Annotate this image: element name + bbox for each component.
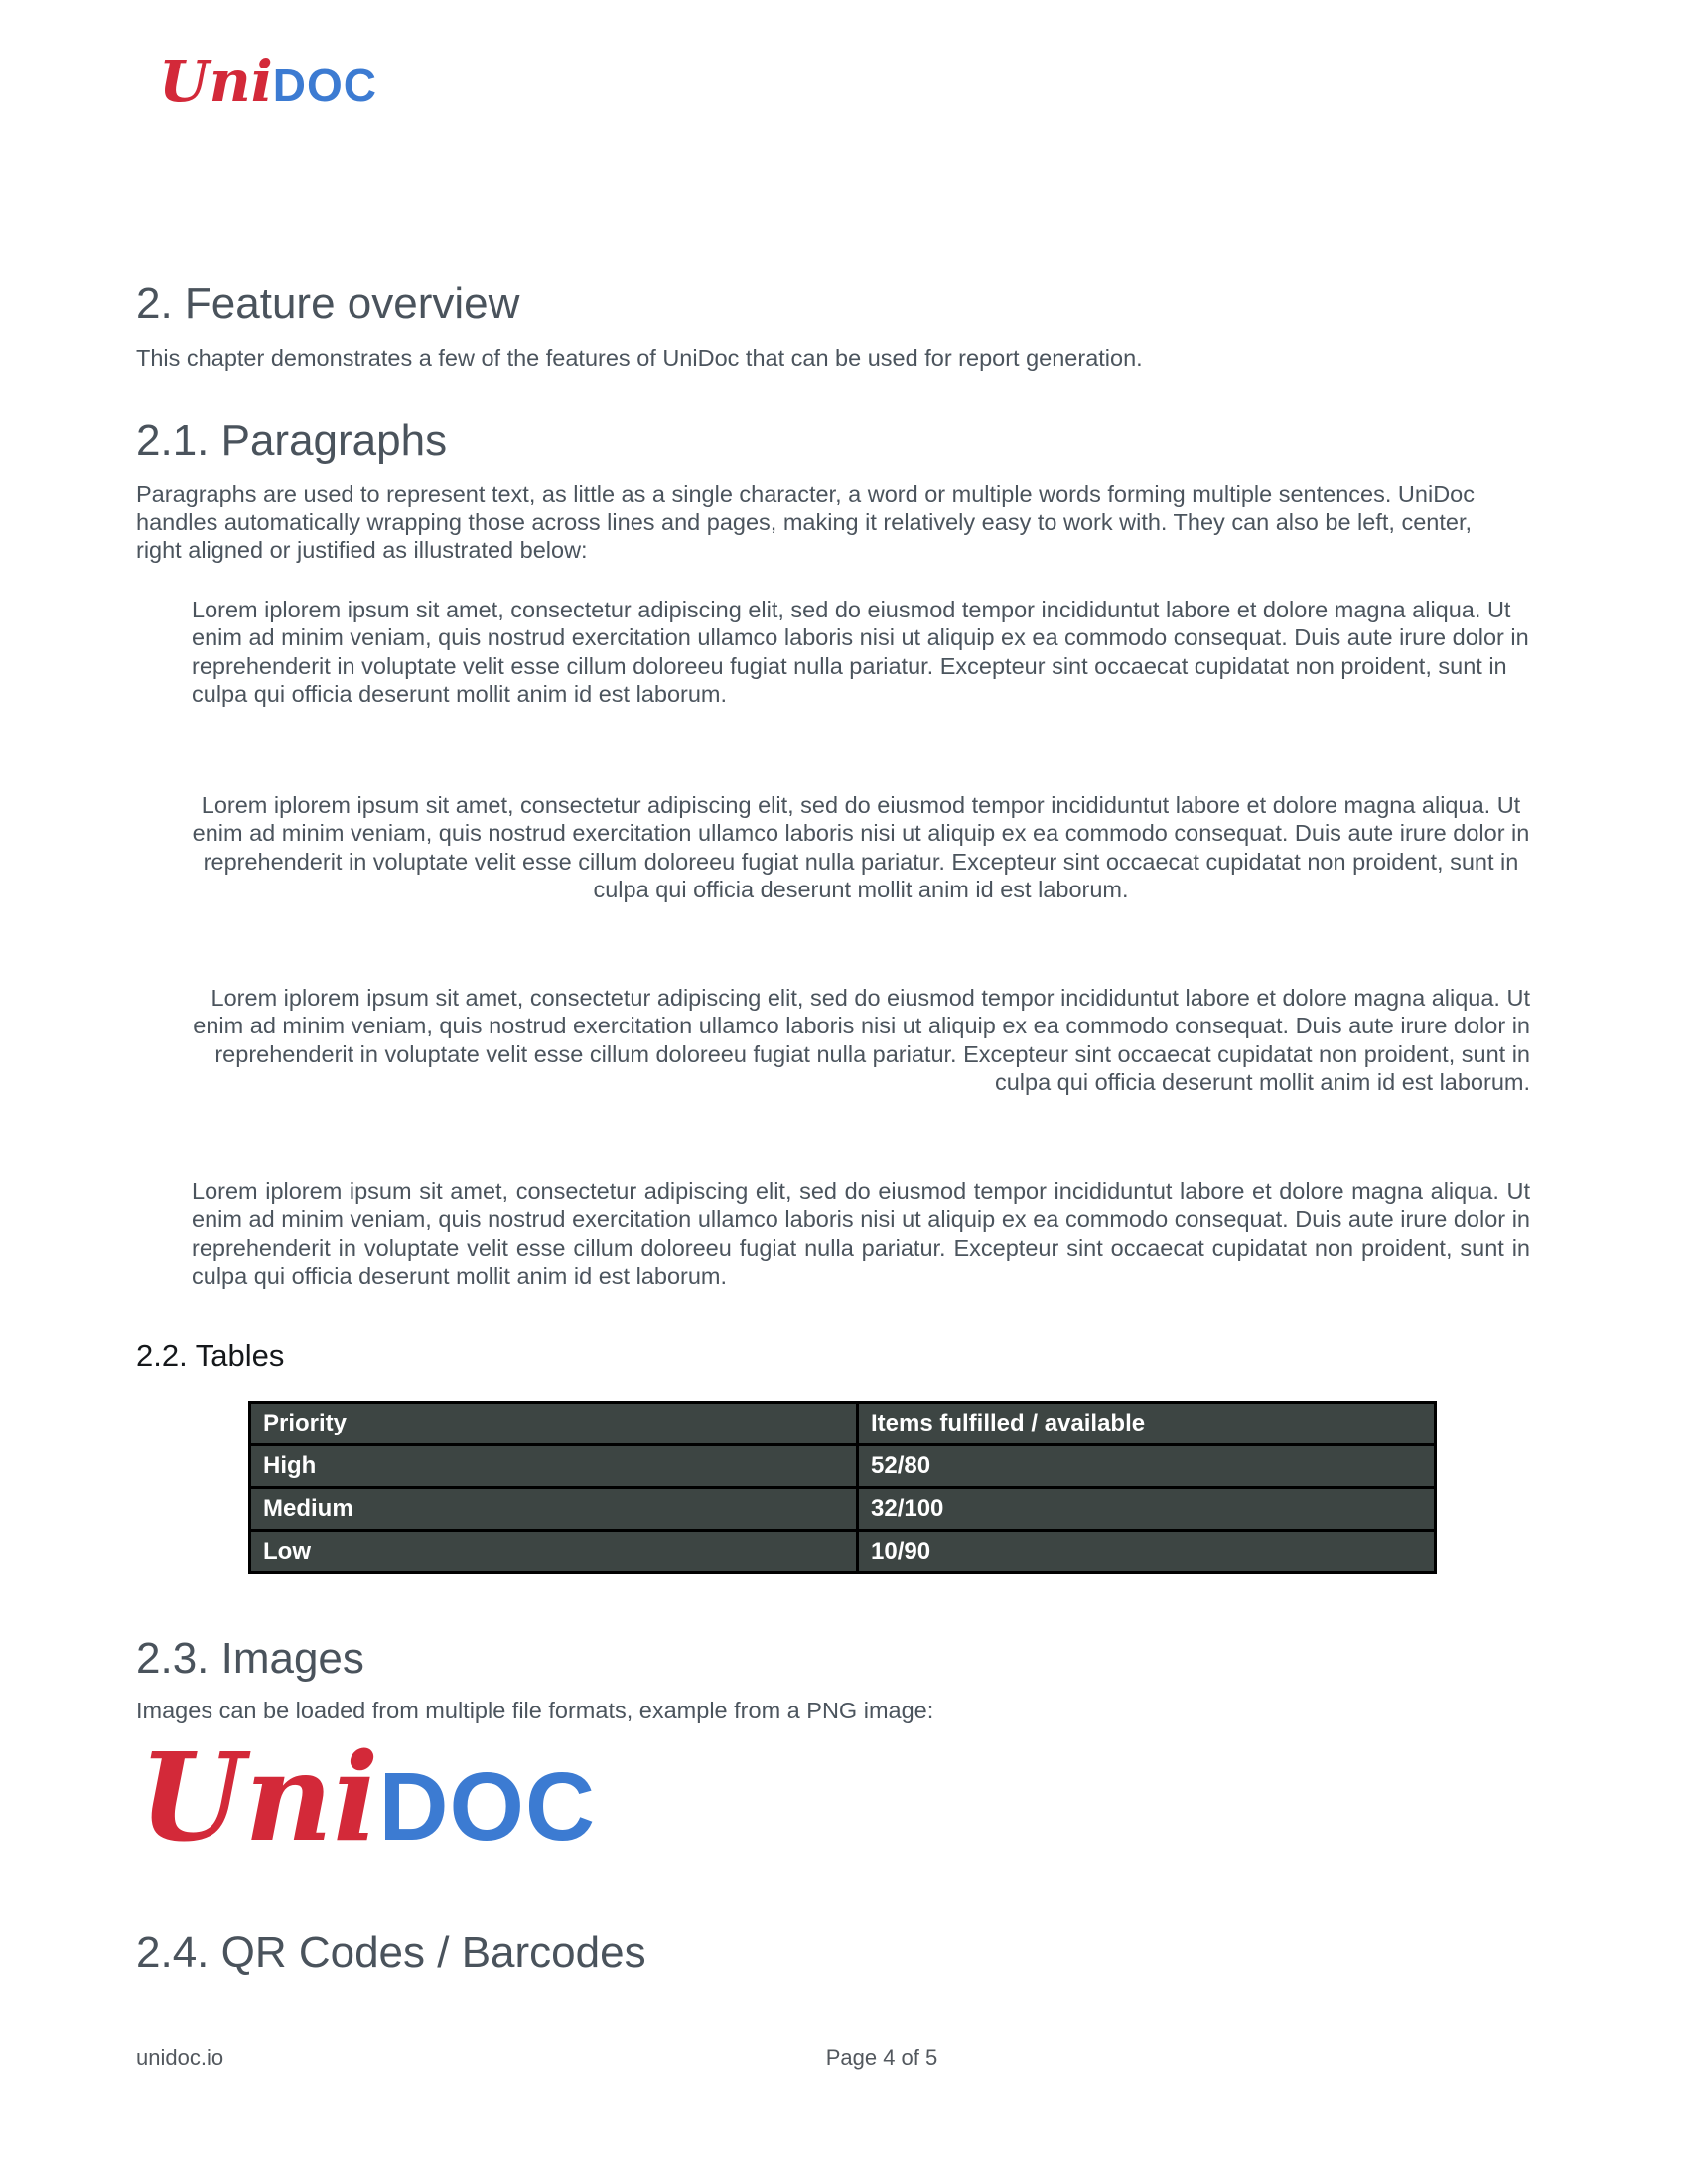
- unidoc-logo-image: [139, 1725, 596, 1868]
- images-intro: Images can be loaded from multiple file formats, example from a PNG image:: [136, 1698, 934, 1724]
- table-cell-items: 10/90: [858, 1531, 1436, 1573]
- unidoc-logo-script-part: Uni: [139, 1725, 379, 1868]
- table-row: [250, 1445, 1436, 1488]
- table-cell-priority: High: [250, 1445, 858, 1488]
- feature-overview-heading: 2. Feature overview: [136, 279, 520, 328]
- table-header-priority: Priority: [250, 1403, 858, 1445]
- table-cell-items: 52/80: [858, 1445, 1436, 1488]
- footer-site-link: unidoc.io: [136, 2045, 224, 2070]
- lorem-paragraph-justified: Lorem iplorem ipsum sit amet, consectetur adipiscing elit, sed do eiusmod tempor incididuntut labore et dolore magna aliqua. Ut enim ad minim veniam, quis nostrud exercitation ullamco laboris nisi ut aliquip ex ea commodo consequat. Duis aute irure dolor in reprehenderit in voluptate velit esse cillum doloreeu fugiat nulla pariatur. Excepteur sint occaecat cupidatat non proident, sunt in culpa qui officia deserunt mollit anim id est laborum.: [192, 1178, 1530, 1290]
- section-qr-codes-barcodes: [136, 1928, 1552, 1977]
- unidoc-logo: [159, 48, 377, 115]
- table-header-items: Items fulfilled / available: [858, 1403, 1436, 1445]
- images-heading: 2.3. Images: [136, 1634, 364, 1683]
- section-tables: [136, 1338, 1552, 1374]
- tables-heading: 2.2. Tables: [136, 1338, 285, 1373]
- lorem-paragraph-right-aligned: Lorem iplorem ipsum sit amet, consectetur adipiscing elit, sed do eiusmod tempor incididuntut labore et dolore magna aliqua. Ut enim ad minim veniam, quis nostrud exercitation ullamco laboris nisi ut aliquip ex ea commodo consequat. Duis aute irure dolor in reprehenderit in voluptate velit esse cillum doloreeu fugiat nulla pariatur. Excepteur sint occaecat cupidatat non proident, sunt in culpa qui officia deserunt mollit anim id est laborum.: [193, 985, 1530, 1096]
- unidoc-logo-bold-part: DOC: [272, 60, 378, 111]
- section-feature-overview: [136, 279, 1552, 372]
- table-row: [250, 1531, 1436, 1573]
- table-cell-priority: Medium: [250, 1488, 858, 1531]
- section-paragraphs: [136, 416, 1552, 564]
- unidoc-logo-bold-part: DOC: [378, 1752, 597, 1860]
- section-images: [136, 1634, 1552, 1724]
- footer-page-indicator: Page 4 of 5: [825, 2045, 938, 2070]
- feature-overview-intro: This chapter demonstrates a few of the features of UniDoc that can be used for report generation.: [136, 345, 1143, 372]
- table-cell-items: 32/100: [858, 1488, 1436, 1531]
- table-cell-priority: Low: [250, 1531, 858, 1573]
- table-row: [250, 1488, 1436, 1531]
- priority-table: [248, 1401, 1437, 1574]
- lorem-paragraph-left-aligned: Lorem iplorem ipsum sit amet, consectetur adipiscing elit, sed do eiusmod tempor incididuntut labore et dolore magna aliqua. Ut enim ad minim veniam, quis nostrud exercitation ullamco laboris nisi ut aliquip ex ea commodo consequat. Duis aute irure dolor in reprehenderit in voluptate velit esse cillum doloreeu fugiat nulla pariatur. Excepteur sint occaecat cupidatat non proident, sunt in culpa qui officia deserunt mollit anim id est laborum.: [192, 597, 1529, 708]
- paragraphs-intro: Paragraphs are used to represent text, as little as a single character, a word or multiple words forming multiple sentences. UniDoc handles automatically wrapping those across lines and pages, making it relatively easy to work with. They can also be left, center, right aligned or justified as illustrated below:: [136, 481, 1475, 564]
- qr-codes-heading: 2.4. QR Codes / Barcodes: [136, 1928, 646, 1977]
- paragraphs-heading: 2.1. Paragraphs: [136, 416, 448, 465]
- table-header-row: [250, 1403, 1436, 1445]
- unidoc-logo-script-part: Uni: [159, 48, 273, 115]
- lorem-paragraph-center-aligned: Lorem iplorem ipsum sit amet, consectetur adipiscing elit, sed do eiusmod tempor incididuntut labore et dolore magna aliqua. Ut enim ad minim veniam, quis nostrud exercitation ullamco laboris nisi ut aliquip ex ea commodo consequat. Duis aute irure dolor in reprehenderit in voluptate velit esse cillum doloreeu fugiat nulla pariatur. Excepteur sint occaecat cupidatat non proident, sunt in culpa qui officia deserunt mollit anim id est laborum.: [192, 792, 1530, 903]
